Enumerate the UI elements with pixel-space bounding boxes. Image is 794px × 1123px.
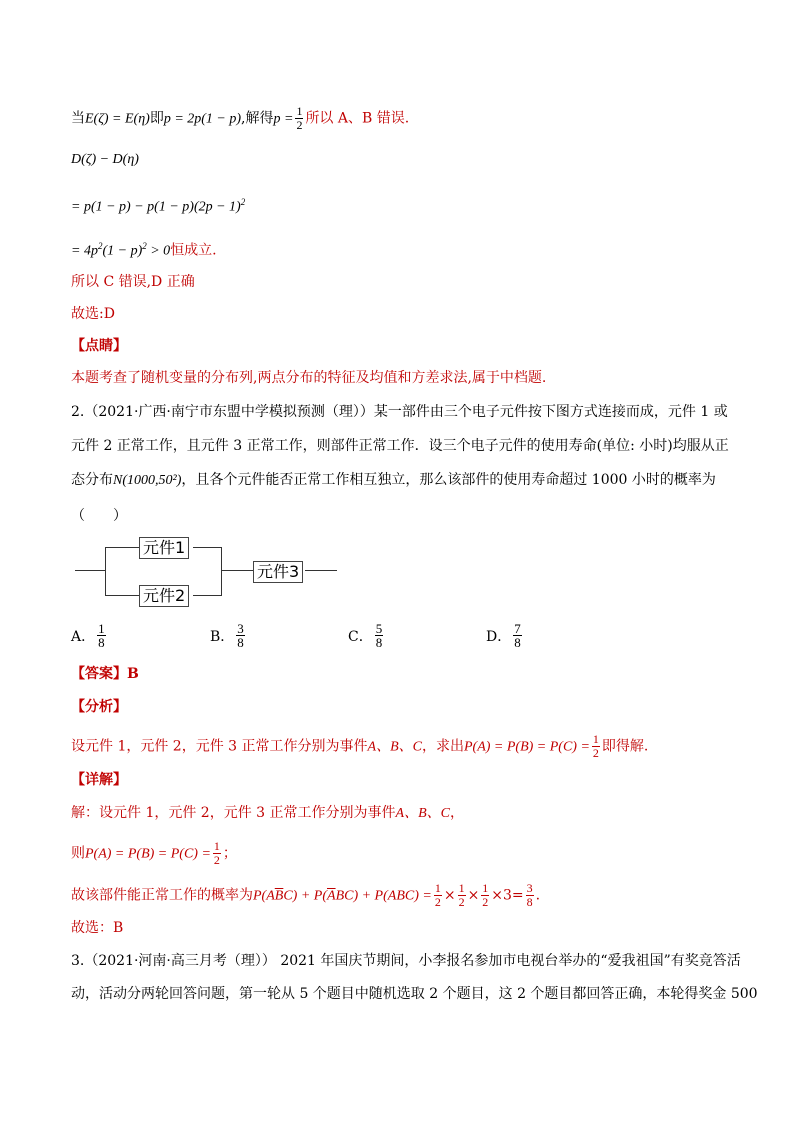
wire-in — [75, 570, 105, 571]
wire-right-vertical — [221, 547, 222, 595]
wire-out — [305, 570, 337, 571]
question-2-line-4: （ ） — [71, 508, 127, 524]
section-tag-fenxi: 【分析】 — [71, 699, 127, 715]
solution-line-5: 所以 C 错误,D 正确 — [71, 274, 195, 290]
option-b[interactable]: B． $\frac{3}{8}$ — [210, 621, 244, 650]
math-expr: p = — [273, 111, 294, 127]
xiangjie-line-2: 则P(A) = P(B) = P(C) = $\frac{1}{2}$ ； — [71, 839, 237, 867]
wire — [105, 595, 139, 596]
wire-left-vertical — [105, 547, 106, 595]
xiangjie-line-3: 故该部件能正常工作的概率为$P(A\overline{B}C) + P(\overline{A}BC) + P(ABC)$ = $\frac{1}{2}$ × $\frac{1}{2}$ × $\frac{1}{2}$ ×3= $\frac{3}{8}$ . — [71, 881, 541, 909]
question-3-line-2: 动，活动分两轮回答问题，第一轮从 5 个题目中随机选取 2 个题目，这 2 个题目都回答正确，本轮得奖金 500 — [71, 986, 758, 1002]
question-2-line-1: 2.（2021·广西·南宁市东盟中学模拟预测（理））某一部件由三个电子元件按下图方式连接而成，元件 1 或 — [71, 404, 728, 420]
wire — [193, 595, 222, 596]
wire — [193, 547, 222, 548]
math-expr: E(ζ) = E(η) — [85, 111, 150, 127]
component-1-box: 元件1 — [139, 537, 189, 559]
solution-line-3: = $p(1 - p) - p(1 - p)(2p - 1)^2$ — [71, 197, 246, 215]
section-tag-xiangjie: 【详解】 — [71, 772, 127, 788]
xiangjie-line-1: 解：设元件 1，元件 2，元件 3 正常工作分别为事件A、B、C， — [71, 805, 464, 821]
solution-line-1 — [71, 105, 409, 132]
option-d[interactable]: D． $\frac{7}{8}$ — [486, 621, 521, 650]
option-c[interactable]: C． $\frac{5}{8}$ — [348, 621, 383, 650]
fenxi-text: 设元件 1，元件 2，元件 3 正常工作分别为事件A、B、C，求出P(A) = P(B) = P(C) = $\frac{1}{2}$ 即得解. — [71, 732, 649, 760]
xiangjie-line-4: 故选：B — [71, 920, 124, 936]
section-tag-dianjing: 【点睛】 — [71, 338, 127, 354]
text: 所以 A、B 错误. — [305, 110, 410, 127]
component-2-box: 元件2 — [139, 585, 189, 607]
solution-line-6: 故选:D — [71, 306, 115, 322]
component-3-box: 元件3 — [253, 561, 303, 583]
solution-line-2: D(ζ) − D(η) — [71, 152, 139, 167]
text: ,解得 — [241, 110, 274, 127]
question-2-line-3: 态分布N(1000,50²)，且各个元件能否正常工作相互独立，那么该部件的使用寿命超过 1000 小时的概率为 — [71, 472, 716, 488]
wire — [105, 547, 139, 548]
question-3-line-1: 3.（2021·河南·高三月考（理）） 2021 年国庆节期间，小李报名参加市电视台举办的“爱我祖国”有奖竞答活 — [71, 953, 741, 969]
circuit-diagram — [75, 533, 337, 605]
dianjing-text: 本题考查了随机变量的分布列,两点分布的特征及均值和方差求法,属于中档题. — [71, 370, 547, 386]
fraction: $\frac{1}{2}$ — [296, 104, 303, 132]
math-expr: p = 2p(1 − p) — [163, 111, 242, 127]
solution-line-4: = $4p^2(1 - p)^2 > 0$恒成立. — [71, 241, 217, 259]
text: 当 — [71, 110, 85, 127]
option-a[interactable]: A． $\frac{1}{8}$ — [71, 621, 105, 650]
wire — [221, 570, 254, 571]
answer-tag: 【答案】B — [71, 666, 139, 682]
question-2-line-2: 元件 2 正常工作，且元件 3 正常工作，则部件正常工作．设三个电子元件的使用寿命(单位: 小时)均服从正 — [71, 438, 729, 454]
text: 即 — [149, 110, 164, 127]
